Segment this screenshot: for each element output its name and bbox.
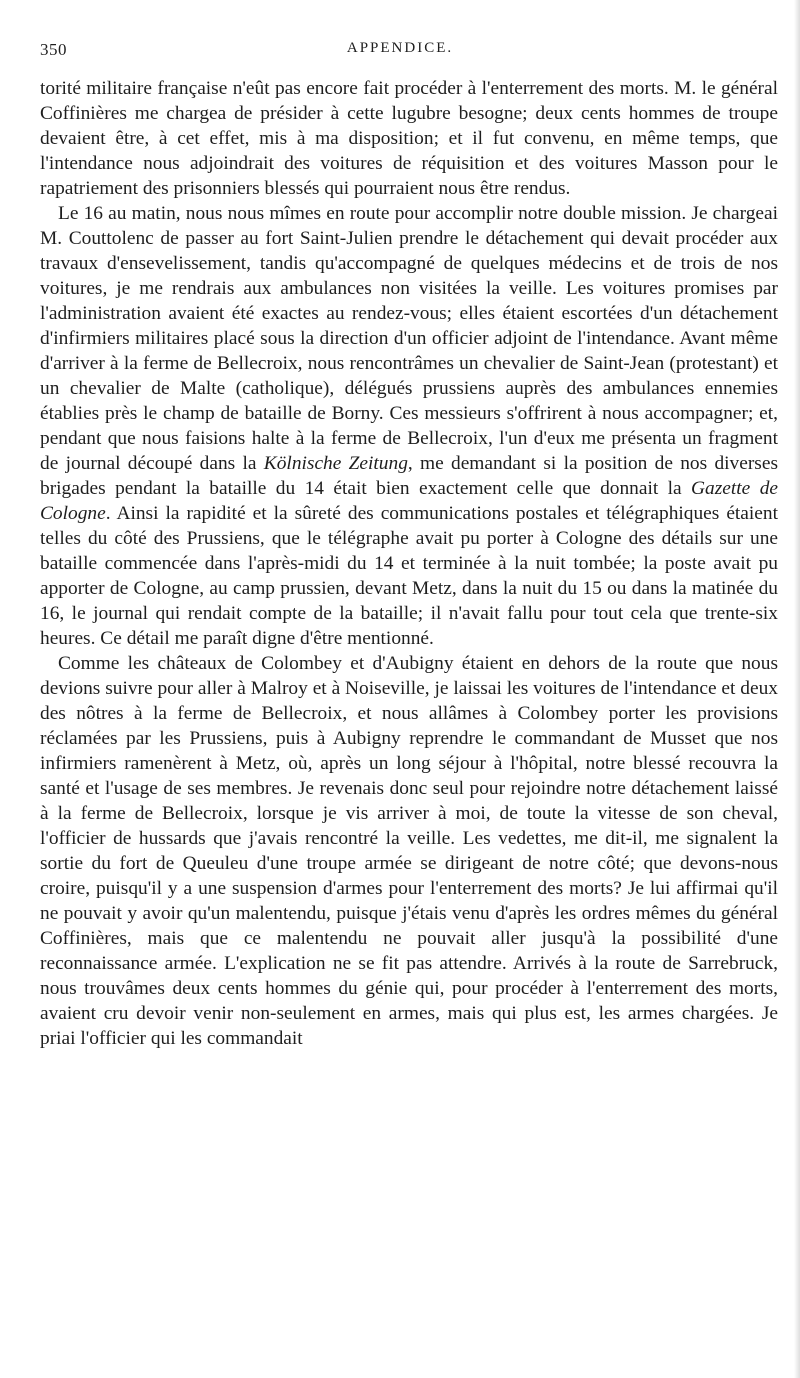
page-edge-shadow: [794, 0, 800, 1378]
newspaper-title: Kölnische Zeitung: [263, 453, 408, 474]
paragraph: [40, 201, 778, 651]
paragraph: [40, 651, 778, 1051]
text-run: , me demandant si la position de nos diverses brigades pendant la bataille du 14 était bien exactement celle que donnait la: [40, 453, 778, 499]
text-run: torité militaire française n'eût pas encore fait procéder à l'enterrement des morts. M. le général Coffinières me chargea de présider à cette lugubre besogne; deux cents hommes de troupe devaient être, à cet effet, mis à ma disposition; et il fut convenu, en même temps, que l'intendance nous adjoindrait des voitures de réquisition et des voitures Masson pour le rapatriement des prisonniers blessés qui pourraient nous être rendus.: [40, 78, 778, 199]
text-run: . Ainsi la rapidité et la sûreté des communications postales et télégraphiques étaient telles du côté des Prussiens, que le télégraphe avait pu porter à Cologne des détails sur une bataille commencée dans l'après-midi du 14 et terminée à la nuit tombée; la poste avait pu apporter de Cologne, au camp prussien, devant Metz, dans la nuit du 15 ou dans la matinée du 16, le journal qui rendait compte de la bataille; il n'avait fallu pour tout cela que trente-six heures. Ce détail me paraît digne d'être mentionné.: [40, 503, 778, 649]
paragraph: [40, 76, 778, 201]
text-run: Comme les châteaux de Colombey et d'Aubigny étaient en dehors de la route que nous devions suivre pour aller à Malroy et à Noiseville, je laissai les voitures de l'intendance et deux des nôtres à la ferme de Bellecroix, et nous allâmes à Colombey porter les provisions réclamées par les Prussiens, puis à Aubigny reprendre le commandant de Musset que nos infirmiers ramenèrent à Metz, où, après un long séjour à l'hôpital, notre blessé recouvra la santé et l'usage de ses membres. Je revenais donc seul pour rejoindre notre détachement laissé à la ferme de Bellecroix, lorsque je vis arriver à moi, de toute la vitesse de son cheval, l'officier de hussards que j'avais rencontré la veille. Les vedettes, me dit-il, me signalent la sortie du fort de Queuleu d'une troupe armée se dirigeant de notre côté; que devons-nous croire, puisqu'il y a une suspension d'armes pour l'enterrement des morts? Je lui affirmai qu'il ne pouvait y avoir qu'un malentendu, puisque j'étais venu d'après les ordres mêmes du général Coffinières, mais que ce malentendu ne pouvait aller jusqu'à la possibilité d'une reconnaissance armée. L'explication ne se fit pas attendre. Arrivés à la route de Sarrebruck, nous trouvâmes deux cents hommes du génie qui, pour procéder à l'enterrement des morts, avaient cru devoir venir non-seulement en armes, mais qui plus est, les armes chargées. Je priai l'officier qui les commandait: [40, 653, 778, 1049]
page-header: [40, 40, 760, 70]
newspaper-title: Gazette de Cologne: [40, 478, 778, 524]
text-run: Le 16 au matin, nous nous mîmes en route pour accomplir notre double mission. Je chargeai M. Couttolenc de passer au fort Saint-Julien prendre le détachement qui devait procéder aux travaux d'ensevelissement, tandis qu'accompagné de quelques médecins et de trois de nos voitures, je me rendrais aux ambulances non visitées la veille. Les voitures promises par l'administration avaient été exactes au rendez-vous; elles étaient escortées d'un détachement d'infirmiers militaires placé sous la direction d'un officier adjoint de l'intendance. Avant même d'arriver à la ferme de Bellecroix, nous rencontrâmes un chevalier de Saint-Jean (protestant) et un chevalier de Malte (catholique), délégués prussiens auprès des ambulances ennemies établies près le champ de bataille de Borny. Ces messieurs s'offrirent à nous accompagner; et, pendant que nous faisions halte à la ferme de Bellecroix, l'un d'eux me présenta un fragment de journal découpé dans la: [40, 203, 778, 474]
body-text: [40, 76, 778, 1051]
running-head: APPENDICE.: [346, 40, 454, 56]
page-number: 350: [40, 40, 67, 59]
